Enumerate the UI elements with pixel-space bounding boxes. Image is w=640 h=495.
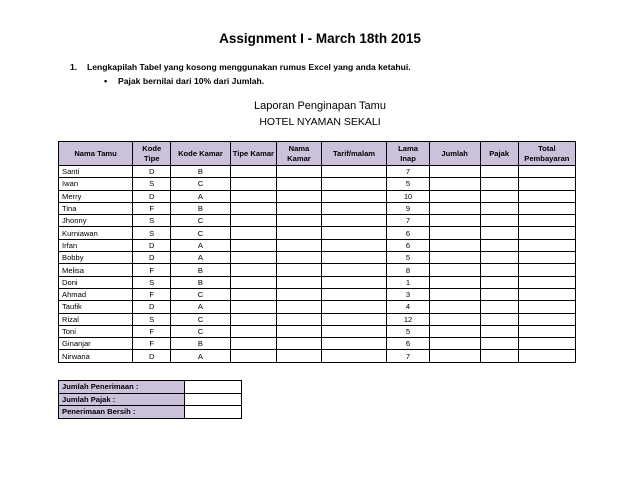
lama-inap-cell[interactable]: 6: [387, 227, 429, 239]
pajak-cell[interactable]: [480, 276, 518, 288]
guest-name-cell[interactable]: Iwan: [59, 178, 133, 190]
jumlah-cell[interactable]: [429, 350, 480, 362]
guest-name-cell[interactable]: Doni: [59, 276, 133, 288]
jumlah-cell[interactable]: [429, 202, 480, 214]
tipe-kamar-cell[interactable]: [230, 166, 277, 178]
table-row: [59, 252, 576, 264]
table-row: [59, 190, 576, 202]
guest-name-cell[interactable]: Tina: [59, 202, 133, 214]
pajak-cell[interactable]: [480, 202, 518, 214]
nama-kamar-cell[interactable]: [277, 264, 321, 276]
tarif-cell[interactable]: [321, 325, 387, 337]
kode-tipe-cell[interactable]: S: [133, 178, 171, 190]
lama-inap-cell[interactable]: 4: [387, 301, 429, 313]
kode-kamar-cell[interactable]: B: [171, 338, 230, 350]
tipe-kamar-cell[interactable]: [230, 325, 277, 337]
guest-name-cell[interactable]: Nirwana: [59, 350, 133, 362]
guest-name-cell[interactable]: Rizal: [59, 313, 133, 325]
tarif-cell[interactable]: [321, 252, 387, 264]
summary-row: [59, 381, 242, 394]
guest-name-cell[interactable]: Ahmad: [59, 288, 133, 300]
pajak-cell[interactable]: [480, 227, 518, 239]
kode-kamar-cell[interactable]: B: [171, 202, 230, 214]
tipe-kamar-cell[interactable]: [230, 288, 277, 300]
total-pembayaran-cell[interactable]: [518, 239, 575, 251]
table-row: [59, 301, 576, 313]
nama-kamar-cell[interactable]: [277, 350, 321, 362]
kode-kamar-cell[interactable]: A: [171, 301, 230, 313]
tarif-cell[interactable]: [321, 276, 387, 288]
kode-kamar-cell[interactable]: A: [171, 190, 230, 202]
kode-tipe-cell[interactable]: S: [133, 227, 171, 239]
jumlah-cell[interactable]: [429, 276, 480, 288]
pajak-cell[interactable]: [480, 178, 518, 190]
instruction-number: 1.: [70, 62, 78, 72]
total-pembayaran-cell[interactable]: [518, 215, 575, 227]
kode-kamar-cell[interactable]: C: [171, 313, 230, 325]
page-title: Assignment I - March 18th 2015: [219, 31, 421, 46]
kode-kamar-cell[interactable]: C: [171, 215, 230, 227]
nama-kamar-cell[interactable]: [277, 202, 321, 214]
total-pembayaran-cell[interactable]: [518, 276, 575, 288]
pajak-cell[interactable]: [480, 325, 518, 337]
nama-kamar-cell[interactable]: [277, 288, 321, 300]
tipe-kamar-cell[interactable]: [230, 239, 277, 251]
total-pembayaran-cell[interactable]: [518, 264, 575, 276]
total-pembayaran-cell[interactable]: [518, 166, 575, 178]
lama-inap-cell[interactable]: 9: [387, 202, 429, 214]
column-header: Nama Kamar: [277, 142, 321, 166]
lama-inap-cell[interactable]: 6: [387, 338, 429, 350]
total-pembayaran-cell[interactable]: [518, 301, 575, 313]
tarif-cell[interactable]: [321, 215, 387, 227]
guest-name-cell[interactable]: Jhonny: [59, 215, 133, 227]
pajak-cell[interactable]: [480, 313, 518, 325]
nama-kamar-cell[interactable]: [277, 190, 321, 202]
tipe-kamar-cell[interactable]: [230, 178, 277, 190]
kode-kamar-cell[interactable]: B: [171, 276, 230, 288]
lama-inap-cell[interactable]: 5: [387, 252, 429, 264]
tipe-kamar-cell[interactable]: [230, 313, 277, 325]
nama-kamar-cell[interactable]: [277, 227, 321, 239]
table-row: [59, 313, 576, 325]
total-pembayaran-cell[interactable]: [518, 178, 575, 190]
nama-kamar-cell[interactable]: [277, 338, 321, 350]
table-row: [59, 264, 576, 276]
table-row: [59, 239, 576, 251]
column-header: Jumlah: [429, 142, 480, 166]
table-row: [59, 166, 576, 178]
kode-tipe-cell[interactable]: S: [133, 276, 171, 288]
nama-kamar-cell[interactable]: [277, 252, 321, 264]
nama-kamar-cell[interactable]: [277, 276, 321, 288]
kode-tipe-cell[interactable]: D: [133, 190, 171, 202]
column-header: Pajak: [480, 142, 518, 166]
tarif-cell[interactable]: [321, 227, 387, 239]
column-header: Nama Tamu: [59, 142, 133, 166]
guest-name-cell[interactable]: Santi: [59, 166, 133, 178]
column-header: Kode Kamar: [171, 142, 230, 166]
total-pembayaran-cell[interactable]: [518, 202, 575, 214]
jumlah-cell[interactable]: [429, 215, 480, 227]
guest-name-cell[interactable]: Irfan: [59, 239, 133, 251]
kode-kamar-cell[interactable]: A: [171, 252, 230, 264]
kode-tipe-cell[interactable]: F: [133, 288, 171, 300]
lama-inap-cell[interactable]: 3: [387, 288, 429, 300]
guest-name-cell[interactable]: Kurniawan: [59, 227, 133, 239]
jumlah-cell[interactable]: [429, 190, 480, 202]
tarif-cell[interactable]: [321, 313, 387, 325]
kode-kamar-cell[interactable]: A: [171, 239, 230, 251]
pajak-cell[interactable]: [480, 338, 518, 350]
jumlah-cell[interactable]: [429, 338, 480, 350]
table-row: [59, 338, 576, 350]
guest-name-cell[interactable]: Melisa: [59, 264, 133, 276]
bullet-item: [104, 76, 264, 86]
pajak-cell[interactable]: [480, 190, 518, 202]
tarif-cell[interactable]: [321, 166, 387, 178]
jumlah-cell[interactable]: [429, 178, 480, 190]
kode-kamar-cell[interactable]: C: [171, 178, 230, 190]
pajak-cell[interactable]: [480, 239, 518, 251]
tarif-cell[interactable]: [321, 350, 387, 362]
kode-kamar-cell[interactable]: B: [171, 166, 230, 178]
lama-inap-cell[interactable]: 12: [387, 313, 429, 325]
summary-value-cell[interactable]: [185, 393, 242, 406]
summary-value-cell[interactable]: [185, 381, 242, 394]
summary-label: Penerimaan Bersih :: [59, 406, 185, 419]
pajak-cell[interactable]: [480, 301, 518, 313]
column-header: Total Pembayaran: [518, 142, 575, 166]
table-row: [59, 227, 576, 239]
jumlah-cell[interactable]: [429, 288, 480, 300]
table-row: [59, 350, 576, 362]
tarif-cell[interactable]: [321, 301, 387, 313]
summary-row: [59, 406, 242, 419]
kode-kamar-cell[interactable]: C: [171, 325, 230, 337]
pajak-cell[interactable]: [480, 264, 518, 276]
lama-inap-cell[interactable]: 5: [387, 178, 429, 190]
kode-tipe-cell[interactable]: D: [133, 239, 171, 251]
guest-name-cell[interactable]: Ginanjar: [59, 338, 133, 350]
lama-inap-cell[interactable]: 7: [387, 350, 429, 362]
jumlah-cell[interactable]: [429, 325, 480, 337]
total-pembayaran-cell[interactable]: [518, 288, 575, 300]
table-body: [59, 166, 576, 363]
kode-tipe-cell[interactable]: D: [133, 350, 171, 362]
table-row: [59, 288, 576, 300]
lama-inap-cell[interactable]: 10: [387, 190, 429, 202]
jumlah-cell[interactable]: [429, 252, 480, 264]
bullet-icon: •: [104, 76, 108, 86]
lama-inap-cell[interactable]: 7: [387, 215, 429, 227]
total-pembayaran-cell[interactable]: [518, 313, 575, 325]
tarif-cell[interactable]: [321, 178, 387, 190]
pajak-cell[interactable]: [480, 288, 518, 300]
tipe-kamar-cell[interactable]: [230, 301, 277, 313]
instruction-text: Lengkapilah Tabel yang kosong menggunakan rumus Excel yang anda ketahui.: [87, 62, 411, 72]
column-header: Lama Inap: [387, 142, 429, 166]
instruction-item: [70, 62, 411, 72]
tipe-kamar-cell[interactable]: [230, 252, 277, 264]
table-row: [59, 325, 576, 337]
total-pembayaran-cell[interactable]: [518, 252, 575, 264]
kode-tipe-cell[interactable]: S: [133, 313, 171, 325]
guest-name-cell[interactable]: Taufik: [59, 301, 133, 313]
summary-table: [58, 380, 242, 419]
lama-inap-cell[interactable]: 8: [387, 264, 429, 276]
total-pembayaran-cell[interactable]: [518, 190, 575, 202]
table-header-row: [59, 142, 576, 166]
table-row: [59, 178, 576, 190]
report-subtitle: Laporan Penginapan Tamu: [254, 100, 386, 112]
summary-value-cell[interactable]: [185, 406, 242, 419]
guest-table: [58, 141, 576, 363]
summary-label: Jumlah Penerimaan :: [59, 381, 185, 394]
lama-inap-cell[interactable]: 1: [387, 276, 429, 288]
jumlah-cell[interactable]: [429, 301, 480, 313]
nama-kamar-cell[interactable]: [277, 166, 321, 178]
summary-row: [59, 393, 242, 406]
pajak-cell[interactable]: [480, 252, 518, 264]
nama-kamar-cell[interactable]: [277, 215, 321, 227]
jumlah-cell[interactable]: [429, 264, 480, 276]
hotel-name: HOTEL NYAMAN SEKALI: [259, 116, 381, 128]
jumlah-cell[interactable]: [429, 227, 480, 239]
kode-tipe-cell[interactable]: F: [133, 338, 171, 350]
column-header: Kode Tipe: [133, 142, 171, 166]
tarif-cell[interactable]: [321, 239, 387, 251]
tipe-kamar-cell[interactable]: [230, 215, 277, 227]
nama-kamar-cell[interactable]: [277, 325, 321, 337]
tarif-cell[interactable]: [321, 190, 387, 202]
bullet-text: Pajak bernilai dari 10% dari Jumlah.: [118, 76, 265, 86]
total-pembayaran-cell[interactable]: [518, 227, 575, 239]
tarif-cell[interactable]: [321, 288, 387, 300]
kode-kamar-cell[interactable]: C: [171, 227, 230, 239]
kode-kamar-cell[interactable]: A: [171, 350, 230, 362]
nama-kamar-cell[interactable]: [277, 239, 321, 251]
lama-inap-cell[interactable]: 6: [387, 239, 429, 251]
tipe-kamar-cell[interactable]: [230, 227, 277, 239]
tipe-kamar-cell[interactable]: [230, 276, 277, 288]
guest-name-cell[interactable]: Merry: [59, 190, 133, 202]
tipe-kamar-cell[interactable]: [230, 202, 277, 214]
kode-kamar-cell[interactable]: B: [171, 264, 230, 276]
nama-kamar-cell[interactable]: [277, 313, 321, 325]
lama-inap-cell[interactable]: 5: [387, 325, 429, 337]
tipe-kamar-cell[interactable]: [230, 350, 277, 362]
nama-kamar-cell[interactable]: [277, 178, 321, 190]
guest-name-cell[interactable]: Toni: [59, 325, 133, 337]
kode-tipe-cell[interactable]: D: [133, 301, 171, 313]
total-pembayaran-cell[interactable]: [518, 325, 575, 337]
summary-label: Jumlah Pajak :: [59, 393, 185, 406]
tipe-kamar-cell[interactable]: [230, 264, 277, 276]
kode-tipe-cell[interactable]: D: [133, 252, 171, 264]
tarif-cell[interactable]: [321, 264, 387, 276]
total-pembayaran-cell[interactable]: [518, 350, 575, 362]
tipe-kamar-cell[interactable]: [230, 338, 277, 350]
tarif-cell[interactable]: [321, 338, 387, 350]
table-row: [59, 215, 576, 227]
jumlah-cell[interactable]: [429, 239, 480, 251]
lama-inap-cell[interactable]: 7: [387, 166, 429, 178]
table-row: [59, 202, 576, 214]
table-row: [59, 276, 576, 288]
jumlah-cell[interactable]: [429, 313, 480, 325]
guest-name-cell[interactable]: Bobby: [59, 252, 133, 264]
total-pembayaran-cell[interactable]: [518, 338, 575, 350]
nama-kamar-cell[interactable]: [277, 301, 321, 313]
kode-tipe-cell[interactable]: S: [133, 215, 171, 227]
pajak-cell[interactable]: [480, 166, 518, 178]
column-header: Tarif/malam: [321, 142, 387, 166]
kode-tipe-cell[interactable]: D: [133, 166, 171, 178]
kode-tipe-cell[interactable]: F: [133, 264, 171, 276]
kode-tipe-cell[interactable]: F: [133, 325, 171, 337]
pajak-cell[interactable]: [480, 215, 518, 227]
column-header: Tipe Kamar: [230, 142, 277, 166]
tarif-cell[interactable]: [321, 202, 387, 214]
jumlah-cell[interactable]: [429, 166, 480, 178]
pajak-cell[interactable]: [480, 350, 518, 362]
kode-kamar-cell[interactable]: C: [171, 288, 230, 300]
kode-tipe-cell[interactable]: F: [133, 202, 171, 214]
tipe-kamar-cell[interactable]: [230, 190, 277, 202]
